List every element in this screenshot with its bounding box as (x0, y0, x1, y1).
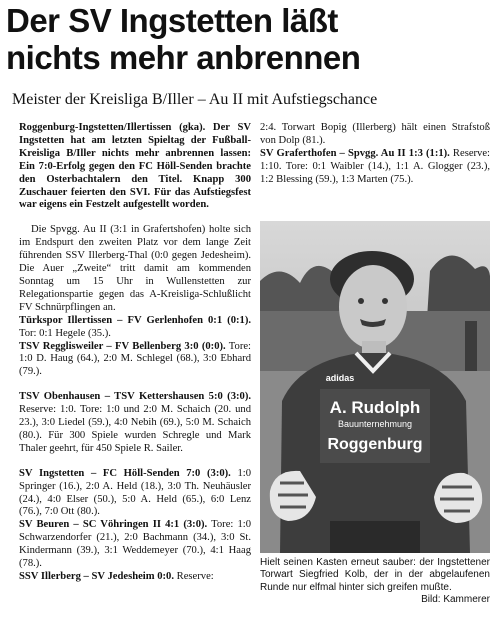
body-paragraph: Die Spvgg. Au II (3:1 in Grafertshofen) holte sich im Endspurt den zweiten Platz vor dem lange Zeit führenden SSV Illerberg-Thal (0:0 gegen Jedesheim). Die Auer „Zweite“ tritt damit am kommenden Sonntag um 15 Uhr in Wullenstetten zur Relegationspartie gegen das A-Kreisliga-Schlußlicht FV Schnürpflingen an. (19, 224, 251, 313)
shirt-sponsor-name: A. Rudolph (329, 398, 421, 417)
match-details: Tor: 0:1 Hegele (35.). (19, 327, 111, 339)
match-result (19, 571, 251, 584)
match-heading: Türkspor Illertissen – FV Gerlenhofen 0:1 (0:1). (19, 314, 251, 326)
results-list-left (19, 315, 251, 584)
shirt-brand: adidas (325, 373, 355, 383)
match-result (19, 519, 251, 571)
headline (6, 2, 494, 76)
photo-caption (260, 557, 490, 607)
match-result (19, 341, 251, 380)
match-result (260, 148, 490, 187)
match-result (19, 468, 251, 520)
match-heading: SSV Illerberg – SV Jedesheim 0:0. (19, 571, 174, 582)
shirt-sponsor-town: Roggenburg (327, 436, 423, 453)
article-column-right (260, 122, 490, 187)
subheadline: Meister der Kreisliga B/Iller – Au II mit Aufstiegschance (12, 91, 378, 108)
match-details: Reserve: 1:0. Tore: 1:0 und 2:0 M. Schaich (20. und 23.), 3:0 Liedel (59.), 4:0 Nebih (69.), 5:0 M. Schaich (80.). Für 300 Spiele wurden Schregle und Mark Thaler geehrt, für 450 Spiele R. Sailer. (19, 404, 251, 454)
match-heading: SV Graferthofen – Spvgg. Au II 1:3 (1:1). (260, 147, 450, 159)
headline-line-2: nichts mehr anbrennen (6, 39, 361, 76)
match-details: 1:0 Springer (16.), 2:0 A. Held (18.), 3:0 Th. Neuhäusler (24.), 4:0 Elser (50.), 5:0 A. Held (65.), 6:0 Lenz (76.), 7:0 Ott (80.). (19, 467, 252, 518)
match-details: Reserve: (174, 571, 214, 582)
shirt-sponsor-subtitle: Bauunternehmung (337, 419, 413, 429)
match-heading: SV Beuren – SC Vöhringen II 4:1 (3:0). (19, 519, 208, 531)
lead-paragraph: Roggenburg-Ingstetten/Illertissen (gka). Der SV Ingstetten hat am letzten Spieltag der Fußball-Kreisliga B/Iller nichts mehr anbrennen lassen: Ein 7:0-Erfolg gegen den FC Höll-Senden brachte den Osterbachtalern den Titel. Knapp 300 Zuschauer feierten den SVI. Für das Aufstiegsfest war eigens ein Festzelt aufgestellt worden. (19, 122, 251, 211)
match-details: Reserve: 1:10. Tore: 0:1 Waibler (14.), 1:1 A. Glogger (23.), 1:2 Blessing (59.), 1:3 Marten (75.). (260, 147, 490, 185)
goalkeeper-photo (260, 221, 490, 553)
photo-credit: Bild: Kammerer (421, 594, 490, 606)
headline-line-1: Der SV Ingstetten läßt (6, 2, 338, 39)
match-heading: TSV Regglisweiler – FV Bellenberg 3:0 (0:0). (19, 340, 226, 352)
match-heading: TSV Obenhausen – TSV Kettershausen 5:0 (3:0). (19, 391, 251, 403)
match-details: Tore: 1:0 D. Haug (64.), 2:0 M. Schlegel (68.), 3:0 Ebhard (79.). (19, 340, 251, 378)
article-column-left (19, 122, 251, 584)
match-heading: SV Ingstetten – FC Höll-Senden 7:0 (3:0). (19, 467, 231, 479)
match-details: Tore: 1:0 Schwarzendorfer (21.), 2:0 Bachmann (34.), 3:0 St. Kindermann (39.), 3:1 Weddemeyer (70.), 4:1 Haag (78.). (19, 519, 252, 570)
caption-text: Hielt seinen Kasten erneut sauber: der Ingstettener Torwart Siegfried Kolb, der in der abgelaufenen Runde nur elfmal hinter sich greifen mußte. (260, 557, 490, 593)
match-result (19, 315, 251, 341)
match-result (19, 391, 251, 456)
results-list-right (260, 148, 490, 187)
continued-text: 2:4. Torwart Bopig (Illerberg) hält einen Strafstoß von Dolp (81.). (260, 122, 490, 146)
